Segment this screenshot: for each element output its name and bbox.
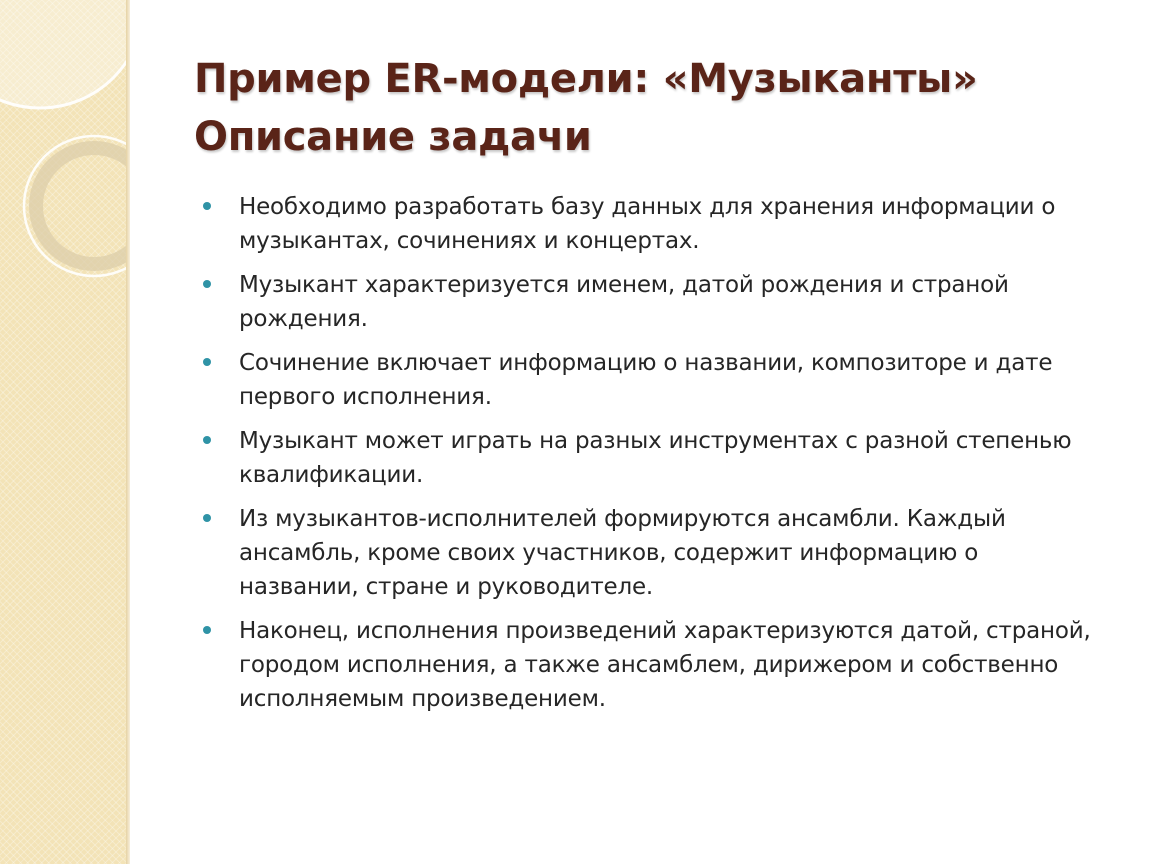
bullet-marker-icon <box>203 202 211 210</box>
bullet-item <box>200 268 1100 336</box>
bullet-marker-icon <box>203 358 211 366</box>
slide-title-line-2: Описание задачи <box>194 114 592 160</box>
bullet-marker-icon <box>203 280 211 288</box>
bullet-item <box>200 614 1100 716</box>
bullet-text: Наконец, исполнения произведений характеризуются датой, страной, городом исполнения, а также ансамблем, дирижером и собственно исполняемым произведением. <box>239 618 1091 712</box>
slide-title-line-1: Пример ER-модели: «Музыканты» <box>194 56 978 102</box>
bullet-marker-icon <box>203 514 211 522</box>
bullet-item <box>200 346 1100 414</box>
bullet-text: Из музыкантов-исполнителей формируются ансамбли. Каждый ансамбль, кроме своих участников, содержит информацию о названии, стране и руководителе. <box>239 506 1006 600</box>
side-strip-edge <box>126 0 130 864</box>
bullet-item <box>200 502 1100 604</box>
bullet-text: Музыкант характеризуется именем, датой рождения и страной рождения. <box>239 272 1009 332</box>
decorative-side-strip <box>0 0 126 864</box>
slide-title <box>194 50 1094 166</box>
decorative-circle-top <box>0 0 126 108</box>
bullet-list <box>200 190 1100 726</box>
decorative-circles <box>0 0 126 864</box>
decorative-ring <box>36 148 126 264</box>
bullet-text: Необходимо разработать базу данных для хранения информации о музыкантах, сочинениях и концертах. <box>239 194 1056 254</box>
bullet-marker-icon <box>203 626 211 634</box>
bullet-item <box>200 424 1100 492</box>
bullet-text: Сочинение включает информацию о названии, композиторе и дате первого исполнения. <box>239 350 1053 410</box>
bullet-marker-icon <box>203 436 211 444</box>
bullet-item <box>200 190 1100 258</box>
bullet-text: Музыкант может играть на разных инструментах с разной степенью квалификации. <box>239 428 1072 488</box>
